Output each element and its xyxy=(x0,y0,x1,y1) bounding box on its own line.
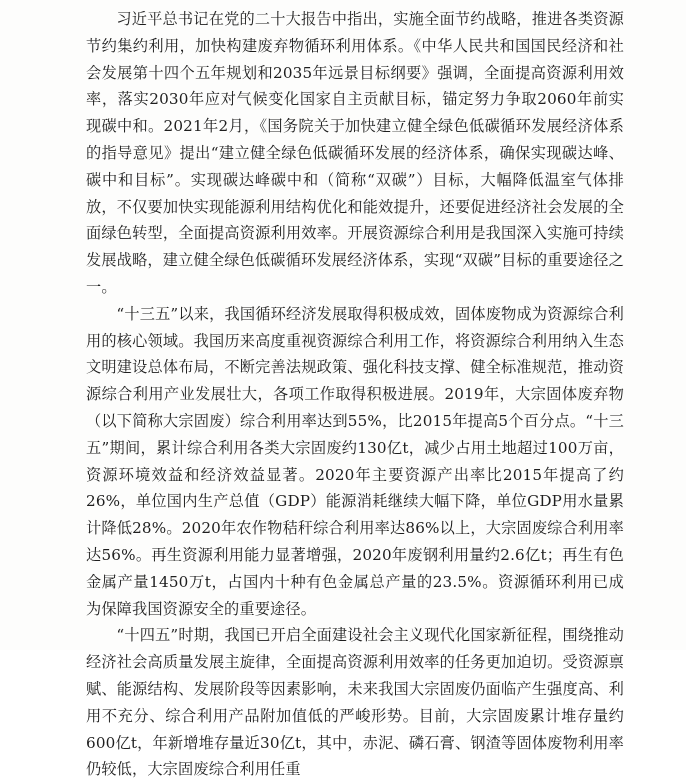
paragraph-2: “十三五”以来，我国循环经济发展取得积极成效，固体废物成为资源综合利用的核心领域。我国历来高度重视资源综合利用工作，将资源综合利用纳入生态文明建设总体布局，不断完善法规政策、强化科技支撑、健全标准规范，推动资源综合利用产业发展壮大，各项工作取得积极进展。2019年，大宗固体废弃物（以下简称大宗固废）综合利用率达到55%，比2015年提高5个百分点。“十三五”期间，累计综合利用各类大宗固废约130亿t，减少占用土地超过100万亩，资源环境效益和经济效益显著。2020年主要资源产出率比2015年提高了约26%，单位国内生产总值（GDP）能源消耗继续大幅下降，单位GDP用水量累计降低28%。2020年农作物秸秆综合利用率达86%以上，大宗固废综合利用率达56%。再生资源利用能力显著增强，2020年废钢利用量约2.6亿t；再生有色金属产量1450万t，占国内十种有色金属总产量的23.5%。资源循环利用已成为保障我国资源安全的重要途径。 xyxy=(86,304,624,618)
body-text xyxy=(86,6,624,783)
paragraph-3: “十四五”时期，我国已开启全面建设社会主义现代化国家新征程，围绕推动经济社会高质量发展主旋律，全面提高资源利用效率的任务更加迫切。受资源禀赋、能源结构、发展阶段等因素影响，未来我国大宗固废仍面临产生强度高、利用不充分、综合利用产品附加值低的严峻形势。目前，大宗固废累计堆存量约600亿t，年新增堆存量近30亿t，其中，赤泥、磷石膏、钢渣等固体废物利用率仍较低，大宗固废综合利用任重 xyxy=(86,626,624,779)
paragraph-1: 习近平总书记在党的二十大报告中指出，实施全面节约战略，推进各类资源节约集约利用，加快构建废弃物循环利用体系。《中华人民共和国国民经济和社会发展第十四个五年规划和2035年远景目标纲要》强调，全面提高资源利用效率，落实2030年应对气候变化国家自主贡献目标，锚定努力争取2060年前实现碳中和。2021年2月，《国务院关于加快建立健全绿色低碳循环发展经济体系的指导意见》提出“建立健全绿色低碳循环发展的经济体系，确保实现碳达峰、碳中和目标”。实现碳达峰碳中和（简称“双碳”）目标，大幅降低温室气体排放，不仅要加快实现能源利用结构优化和能效提升，还要促进经济社会发展的全面绿色转型，全面提高资源利用效率。开展资源综合利用是我国深入实施可持续发展战略，建立健全绿色低碳循环发展经济体系，实现“双碳”目标的重要途径之一。 xyxy=(86,10,624,296)
